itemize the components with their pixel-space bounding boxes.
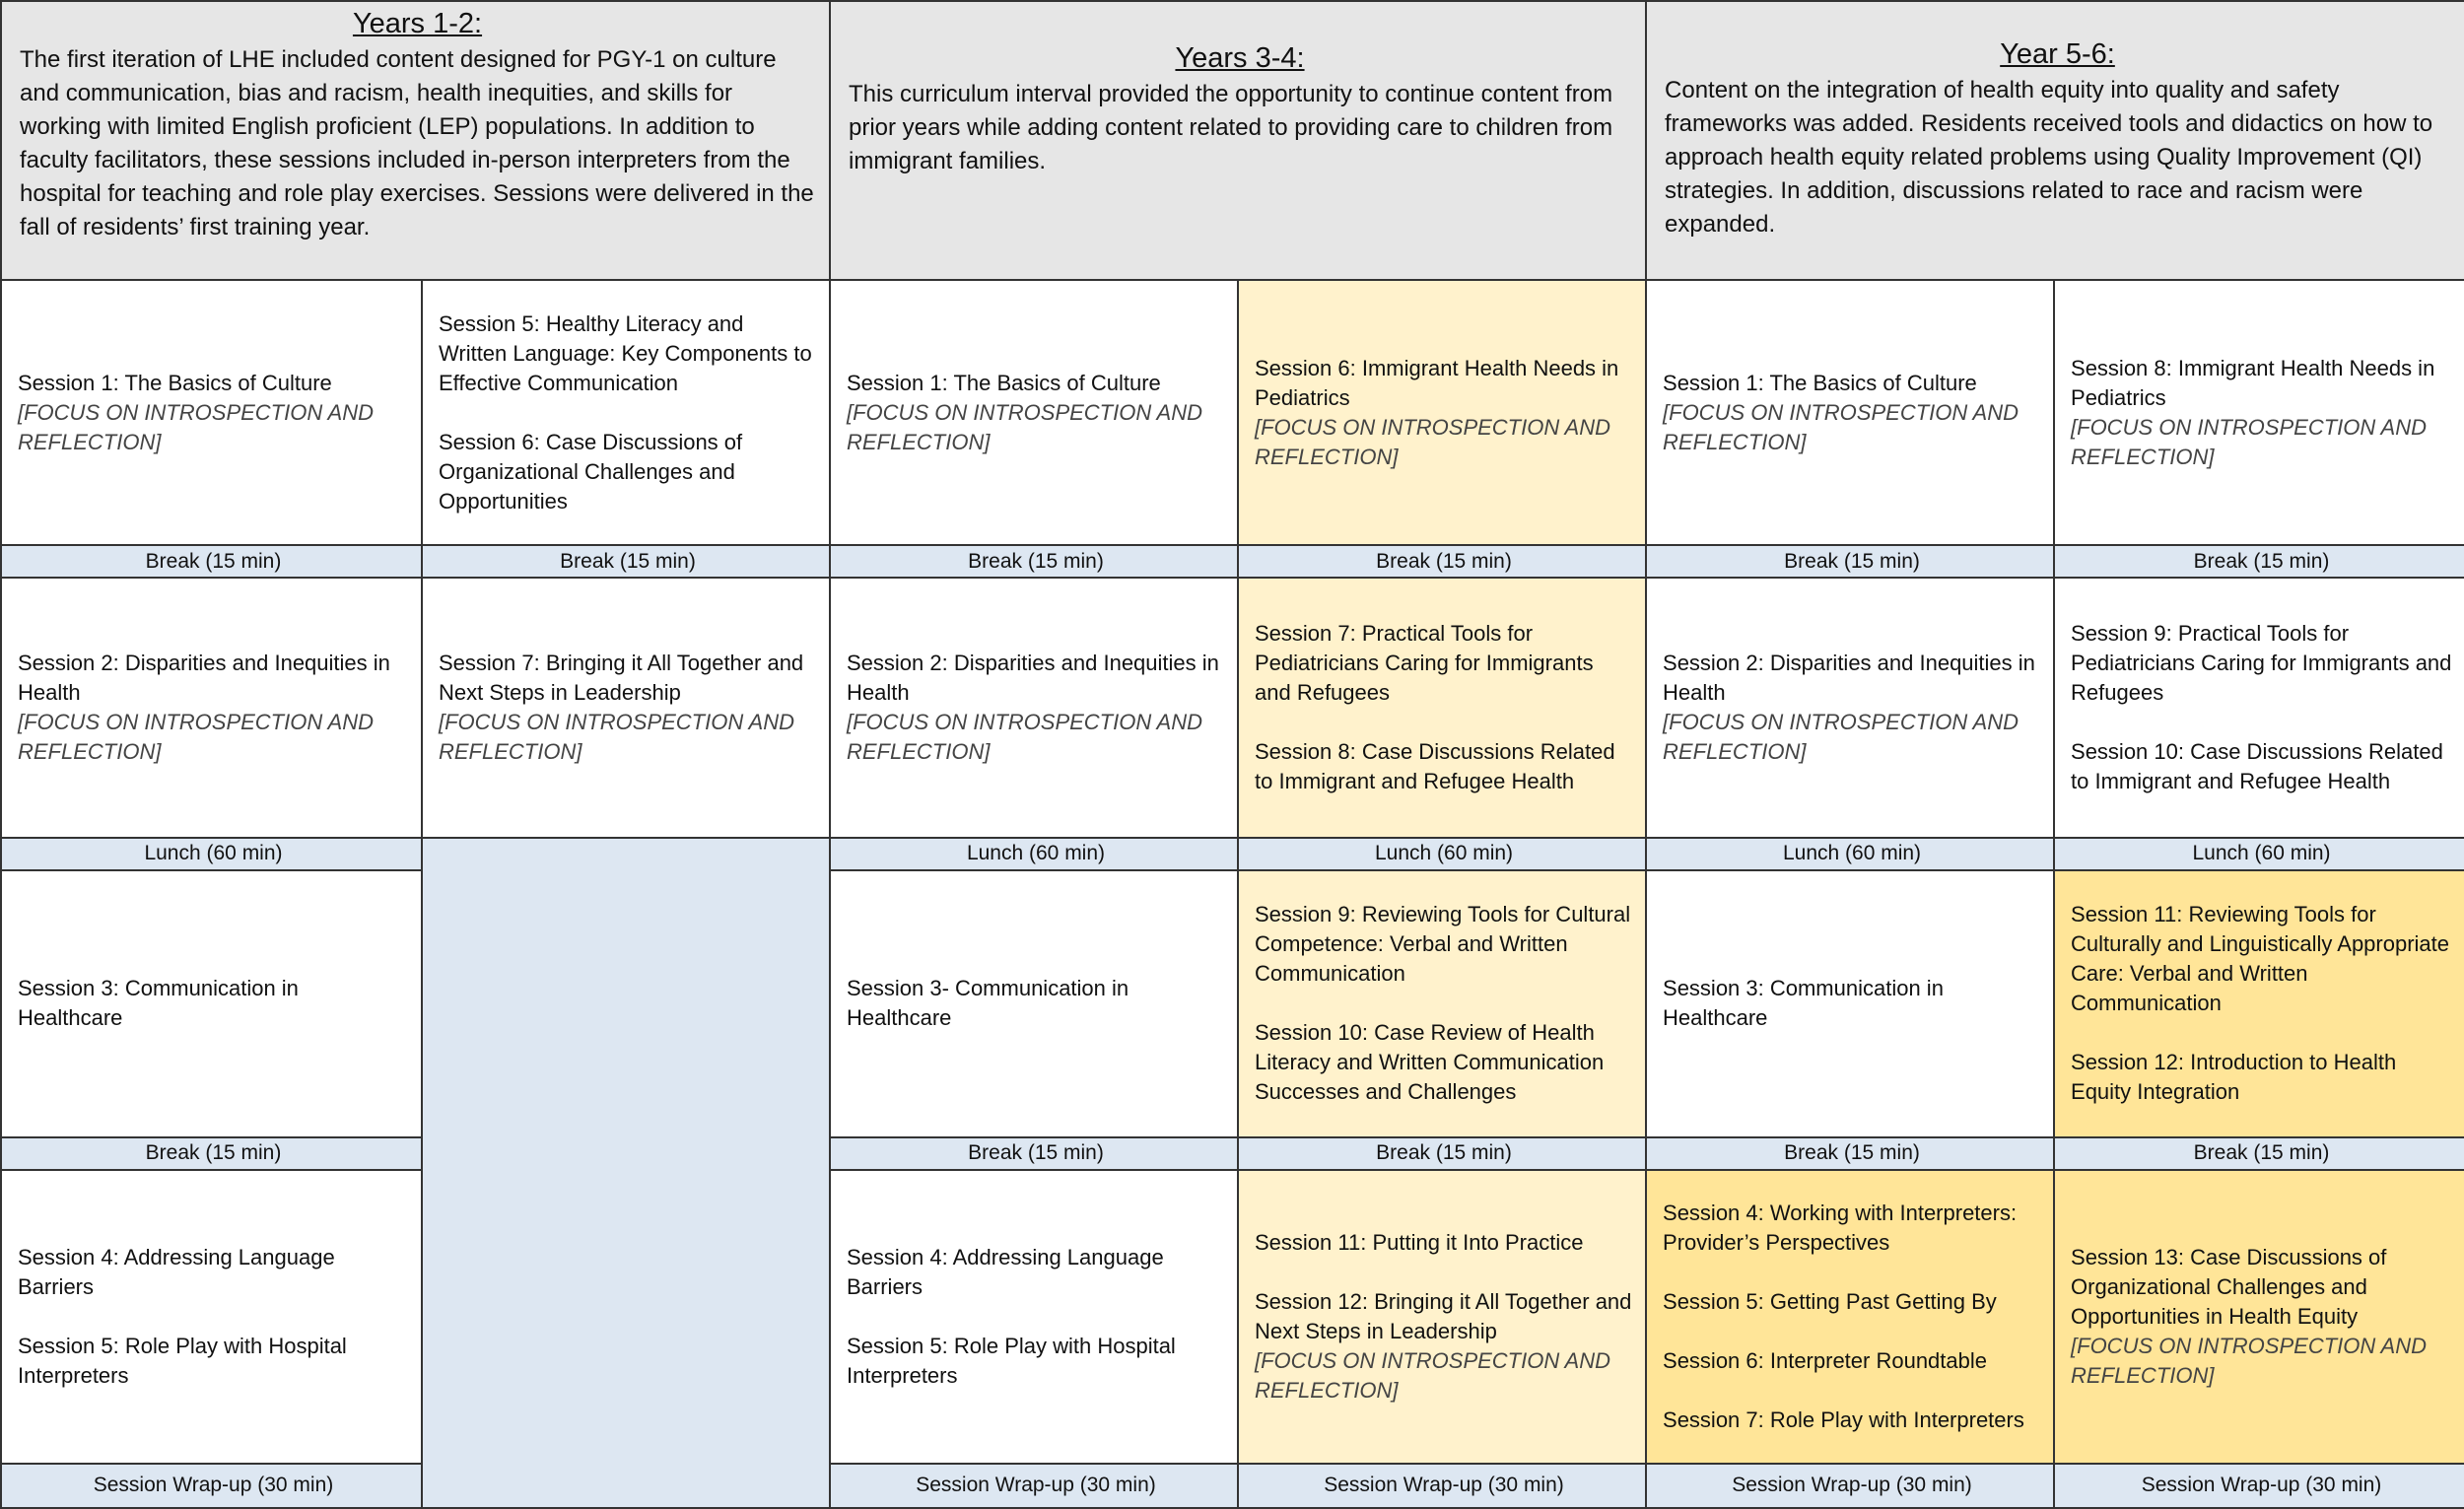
session-cell — [1646, 280, 2054, 545]
session-cell — [1, 578, 422, 837]
session-cell — [2054, 870, 2464, 1137]
header-title: Years 1-2: — [352, 8, 483, 39]
session-title: Session 1: The Basics of Culture — [1663, 370, 1977, 395]
focus-note: [FOCUS ON INTROSPECTION AND REFLECTION] — [18, 709, 374, 764]
session-cell — [1646, 1170, 2054, 1464]
lunch-row — [1, 838, 2464, 870]
session-cell — [1238, 280, 1646, 545]
header-title: Year 5-6: — [2000, 37, 2115, 70]
session-title: Session 8: Immigrant Health Needs in Pediatrics — [2071, 355, 2435, 410]
session-title: Session 5: Getting Past Getting By — [1663, 1288, 1997, 1314]
session-cell — [1646, 870, 2054, 1137]
session-title: Session 2: Disparities and Inequities in Health — [1663, 650, 2035, 705]
session-cell — [1646, 578, 2054, 837]
focus-note: [FOCUS ON INTROSPECTION AND REFLECTION] — [1255, 1347, 1610, 1403]
focus-note: [FOCUS ON INTROSPECTION AND REFLECTION] — [847, 709, 1202, 764]
session-title: Session 7: Bringing it All Together and Next Steps in Leadership — [439, 650, 804, 705]
break-row — [1, 1137, 2464, 1170]
session-cell — [830, 1170, 1238, 1464]
break-row — [1, 545, 2464, 578]
session-cell — [422, 280, 830, 545]
session-title: Session 6: Case Discussions of Organizational Challenges and Opportunities — [439, 429, 743, 514]
wrapup-label: Session Wrap-up (30 min) — [1, 1464, 422, 1508]
wrapup-row — [1, 1464, 2464, 1508]
session-title: Session 4: Working with Interpreters: Provider’s Perspectives — [1663, 1200, 2018, 1255]
session-title: Session 3: Communication in Healthcare — [18, 976, 299, 1031]
session-cell — [1, 1170, 422, 1464]
session-title: Session 8: Case Discussions Related to Immigrant and Refugee Health — [1255, 738, 1615, 793]
header-description: The first iteration of LHE included content designed for PGY-1 on culture and communication, bias and racism, health inequities, and skills for working with limited English proficient (LEP) populations. In addition to faculty facilitators, these sessions included in-person interpreters from the hospital for teaching and role play exercises. Sessions were delivered in the fall of residents’ first training year. — [20, 46, 814, 240]
session-title: Session 10: Case Discussions Related to Immigrant and Refugee Health — [2071, 738, 2443, 793]
break-label: Break (15 min) — [2054, 545, 2464, 578]
wrapup-label: Session Wrap-up (30 min) — [830, 1464, 1238, 1508]
session-row-4 — [1, 1170, 2464, 1464]
empty-block — [422, 838, 830, 1508]
session-title: Session 12: Introduction to Health Equity Integration — [2071, 1050, 2397, 1105]
session-title: Session 6: Interpreter Roundtable — [1663, 1347, 1987, 1373]
session-title: Session 7: Practical Tools for Pediatricians Caring for Immigrants and Refugees — [1255, 620, 1594, 705]
session-cell — [1, 870, 422, 1137]
header-years-1-2 — [1, 1, 830, 280]
session-cell — [1, 280, 422, 545]
header-title: Years 3-4: — [1175, 41, 1305, 74]
session-title: Session 5: Role Play with Hospital Interpreters — [847, 1333, 1176, 1388]
focus-note: [FOCUS ON INTROSPECTION AND REFLECTION] — [1255, 414, 1610, 469]
session-row-2 — [1, 578, 2464, 837]
focus-note: [FOCUS ON INTROSPECTION AND REFLECTION] — [439, 709, 794, 764]
session-title: Session 4: Addressing Language Barriers — [847, 1244, 1164, 1299]
session-title: Session 3- Communication in Healthcare — [847, 976, 1129, 1031]
focus-note: [FOCUS ON INTROSPECTION AND REFLECTION] — [2071, 1333, 2427, 1388]
session-title: Session 3: Communication in Healthcare — [1663, 976, 1944, 1031]
break-label: Break (15 min) — [1238, 545, 1646, 578]
session-cell — [830, 578, 1238, 837]
session-title: Session 12: Bringing it All Together and Next Steps in Leadership — [1255, 1288, 1632, 1343]
focus-note: [FOCUS ON INTROSPECTION AND REFLECTION] — [2071, 414, 2427, 469]
wrapup-label: Session Wrap-up (30 min) — [1238, 1464, 1646, 1508]
break-label: Break (15 min) — [830, 545, 1238, 578]
session-title: Session 1: The Basics of Culture — [18, 370, 332, 395]
focus-note: [FOCUS ON INTROSPECTION AND REFLECTION] — [18, 399, 374, 454]
header-row — [1, 1, 2464, 280]
session-title: Session 11: Reviewing Tools for Culturally and Linguistically Appropriate Care: Verbal and Written Communication — [2071, 902, 2450, 1016]
focus-note: [FOCUS ON INTROSPECTION AND REFLECTION] — [1663, 709, 2019, 764]
session-cell — [422, 578, 830, 837]
focus-note: [FOCUS ON INTROSPECTION AND REFLECTION] — [847, 399, 1202, 454]
session-cell — [1238, 870, 1646, 1137]
session-title: Session 6: Immigrant Health Needs in Pediatrics — [1255, 355, 1619, 410]
session-title: Session 5: Healthy Literacy and Written Language: Key Components to Effective Communication — [439, 310, 812, 395]
session-title: Session 13: Case Discussions of Organizational Challenges and Opportunities in Health Equity — [2071, 1244, 2387, 1329]
break-label: Break (15 min) — [830, 1137, 1238, 1170]
session-title: Session 2: Disparities and Inequities in Health — [18, 650, 390, 705]
session-title: Session 9: Reviewing Tools for Cultural Competence: Verbal and Written Communication — [1255, 902, 1631, 987]
session-cell — [830, 280, 1238, 545]
break-label: Break (15 min) — [2054, 1137, 2464, 1170]
focus-note: [FOCUS ON INTROSPECTION AND REFLECTION] — [1663, 399, 2019, 454]
lunch-label: Lunch (60 min) — [830, 838, 1238, 870]
break-label: Break (15 min) — [1646, 545, 2054, 578]
lunch-label: Lunch (60 min) — [1646, 838, 2054, 870]
wrapup-label: Session Wrap-up (30 min) — [1646, 1464, 2054, 1508]
session-title: Session 11: Putting it Into Practice — [1255, 1229, 1584, 1255]
break-label: Break (15 min) — [1646, 1137, 2054, 1170]
session-title: Session 2: Disparities and Inequities in Health — [847, 650, 1219, 705]
session-title: Session 9: Practical Tools for Pediatricians Caring for Immigrants and Refugees — [2071, 620, 2452, 705]
lunch-label: Lunch (60 min) — [2054, 838, 2464, 870]
break-label: Break (15 min) — [1, 1137, 422, 1170]
session-cell — [2054, 280, 2464, 545]
header-description: Content on the integration of health equity into quality and safety frameworks was added. Residents received tools and didactics on how to approach health equity related problems using Quality Improvement (QI) strategies. In addition, discussions related to race and racism were expanded. — [1665, 76, 2433, 238]
break-label: Break (15 min) — [422, 545, 830, 578]
session-row-3 — [1, 870, 2464, 1137]
session-cell — [2054, 578, 2464, 837]
session-cell — [830, 870, 1238, 1137]
session-row-1 — [1, 280, 2464, 545]
session-title: Session 10: Case Review of Health Literacy and Written Communication Successes and Challenges — [1255, 1020, 1605, 1105]
lunch-label: Lunch (60 min) — [1238, 838, 1646, 870]
header-years-5-6 — [1646, 1, 2464, 280]
session-title: Session 7: Role Play with Interpreters — [1663, 1406, 2024, 1432]
header-years-3-4 — [830, 1, 1646, 280]
break-label: Break (15 min) — [1238, 1137, 1646, 1170]
lunch-label: Lunch (60 min) — [1, 838, 422, 870]
break-label: Break (15 min) — [1, 545, 422, 578]
session-title: Session 4: Addressing Language Barriers — [18, 1244, 335, 1299]
header-description: This curriculum interval provided the opportunity to continue content from prior years while adding content related to providing care to children from immigrant families. — [849, 80, 1613, 174]
session-cell — [1238, 1170, 1646, 1464]
session-title: Session 1: The Basics of Culture — [847, 370, 1161, 395]
session-cell — [1238, 578, 1646, 837]
session-title: Session 5: Role Play with Hospital Interpreters — [18, 1333, 347, 1388]
wrapup-label: Session Wrap-up (30 min) — [2054, 1464, 2464, 1508]
session-cell — [2054, 1170, 2464, 1464]
